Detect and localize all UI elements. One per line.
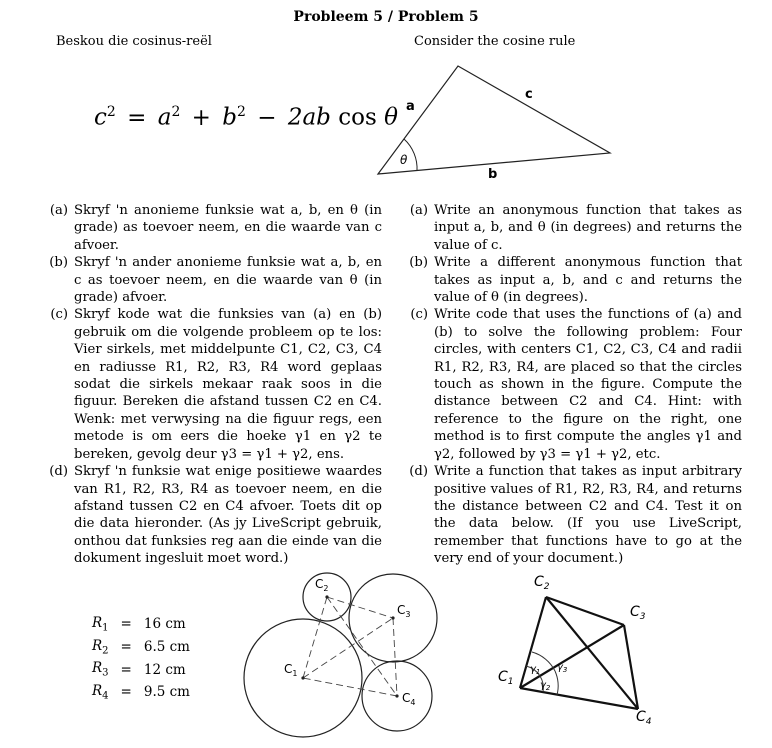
svg-text:γ2: $\gamma_2$: [540, 680, 551, 692]
english-item: [400, 306, 742, 463]
triangle-shape: [378, 66, 610, 174]
item-text: Skryf kode wat die funksies van (a) en (b) gebruik om die volgende probleem op te los: Vier sirkels, met middelpunte C1, C2, C3, C4 en radiusse R1, R2, R3, R4 word geplaas sodat die sirkels mekaar raak soos in die figuur. Bereken die afstand tussen C2 en C4. Wenk: met verwysing na die figuur regs, een metode is om eers die hoeke γ1 en γ2 te bereken, gevolg deur γ3 = γ1 + γ2, ens.: [74, 307, 382, 462]
item-label: (a): [49, 203, 68, 218]
data-row: [86, 613, 196, 636]
equals-sign: =: [120, 616, 132, 633]
radius-name: $R_3$: [92, 660, 109, 680]
item-text: Write an anonymous function that takes as input a, b, and θ (in degrees) and returns the value of c.: [434, 203, 742, 253]
radius-data-table: [86, 613, 196, 704]
radius-name: $R_4$: [92, 683, 109, 702]
angle-quadrilateral-figure: [490, 568, 672, 746]
svg-text:C4: $C_4$: [636, 709, 652, 727]
svg-text:γ1: $\gamma_1$: [530, 664, 541, 676]
side-a-label: a: [406, 99, 415, 114]
item-text: Skryf 'n anonieme funksie wat a, b, en θ (in grade) as toevoer neem, en die waarde van c afvoer.: [74, 203, 382, 253]
label-c3: $C_3$: [397, 603, 411, 619]
radius-value: 6.5 cm: [143, 639, 190, 656]
item-label: (d): [409, 464, 428, 480]
item-label: (c): [50, 307, 68, 323]
equals-sign: =: [120, 639, 132, 656]
cosine-rule-formula: $c^2 = a^2 + b^2 - 2ab$ cos θ: [94, 104, 398, 131]
radius-value: 16 cm: [143, 616, 186, 633]
radius-value: 9.5 cm: [143, 684, 190, 701]
side-c-label: c: [525, 87, 533, 102]
radius-value: 12 cm: [143, 661, 186, 678]
item-label: (b): [49, 255, 68, 271]
english-item: [400, 463, 742, 567]
page-title: Probleem 5 / Problem 5: [293, 9, 479, 25]
english-item: [400, 202, 742, 254]
cosine-triangle-figure: [370, 58, 620, 184]
equals-sign: =: [120, 661, 132, 678]
svg-text:C2: $C_2$: [534, 574, 550, 592]
afrikaans-questions: [40, 202, 382, 568]
data-row: [86, 658, 196, 681]
afrikaans-item: [40, 202, 382, 254]
equals-sign: =: [120, 684, 132, 701]
item-text: Write code that uses the functions of (a) and (b) to solve the following problem: Four circles, with centers C1, C2, C3, C4 and radii R1, R2, R3, R4, are placed so that the circles touch as shown in the figure. Compute the distance between C2 and C4. Hint: with reference to the figure on the right, one method is to first compute the angles γ1 and γ2, followed by γ3 = γ1 + γ2, etc.: [434, 307, 742, 462]
item-text: Write a different anonymous function that takes as input a, b, and c and returns the value of θ (in degrees).: [434, 255, 742, 306]
item-label: (a): [409, 203, 428, 218]
radius-name: $R_1$: [92, 615, 109, 634]
four-circles-figure: [240, 570, 440, 746]
item-text: Write a function that takes as input arbitrary positive values of R1, R2, R3, R4, and returns the distance between C2 and C4. Test it on the data below. (If you use LiveScript, remember that functions have to go at the very end of your document.): [434, 464, 742, 567]
radius-name: $R_2$: [92, 637, 109, 657]
item-text: Skryf 'n ander anonieme funksie wat a, b, en c as toevoer neem, en die waarde van θ (in grade) afvoer.: [74, 255, 382, 306]
label-c4: $C_4$: [402, 691, 416, 707]
svg-text:C3: $C_3$: [630, 604, 646, 622]
item-label: (d): [49, 464, 68, 480]
intro-english: Consider the cosine rule: [414, 34, 576, 49]
data-row: [86, 681, 196, 704]
side-b-label: b: [488, 167, 498, 182]
item-label: (b): [409, 255, 428, 271]
afrikaans-item: [40, 306, 382, 463]
item-label: (c): [410, 307, 428, 323]
english-questions: [400, 202, 742, 568]
intro-afrikaans: Beskou die cosinus-reël: [56, 34, 212, 49]
svg-text:γ3: $\gamma_3$: [557, 662, 568, 674]
item-text: Skryf 'n funksie wat enige positiewe waardes van R1, R2, R3, R4 as toevoer neem, en die afstand tussen C2 en C4 afvoer. Toets dit op die data hieronder. (As jy LiveScript gebruik, onthou dat funksies reg aan die einde van die dokument ingesluit moet word.): [74, 464, 382, 567]
svg-text:C1: $C_1$: [498, 669, 514, 687]
data-row: [86, 636, 196, 659]
theta-label: θ: [400, 153, 408, 167]
label-c2: $C_2$: [315, 577, 329, 593]
afrikaans-item: [40, 254, 382, 306]
afrikaans-item: [40, 463, 382, 567]
english-item: [400, 254, 742, 306]
label-c1: $C_1$: [284, 662, 298, 678]
